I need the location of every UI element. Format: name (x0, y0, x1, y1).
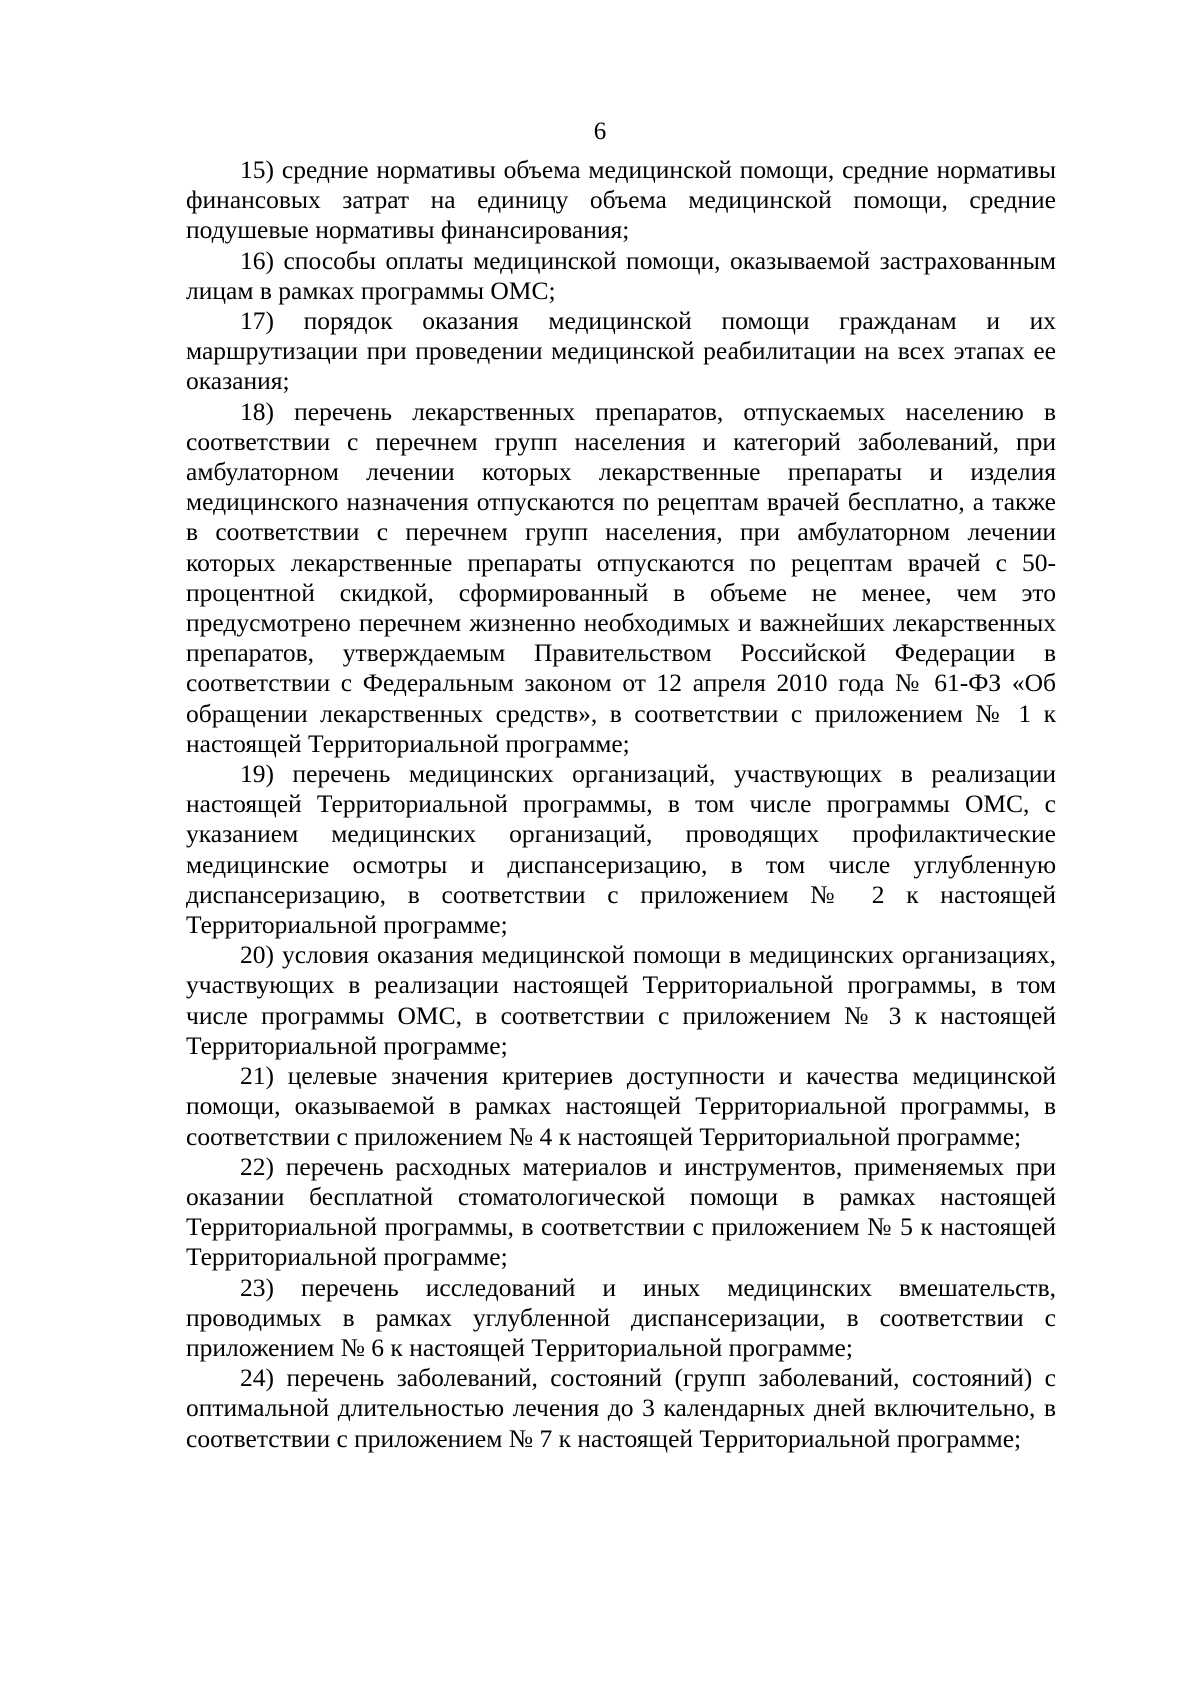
list-item-21: 21) целевые значения критериев доступности и качества медицинской помощи, оказываемой в рамках настоящей Территориальной программы, в соответствии с приложением № 4 к настоящей Территориальной программе; (186, 1061, 1056, 1151)
list-item-20: 20) условия оказания медицинской помощи в медицинских организациях, участвующих в реализации настоящей Территориальной программы, в том числе программы ОМС, в соответствии с приложением № 3 к настоящей Территориальной программе; (186, 940, 1056, 1060)
list-item-23: 23) перечень исследований и иных медицинских вмешательств, проводимых в рамках углубленной диспансеризации, в соответствии с приложением № 6 к настоящей Территориальной программе; (186, 1272, 1056, 1362)
list-item-22: 22) перечень расходных материалов и инструментов, применяемых при оказании бесплатной стоматологической помощи в рамках настоящей Территориальной программы, в соответствии с приложением № 5 к настоящей Территориальной программе; (186, 1151, 1056, 1272)
list-item-24: 24) перечень заболеваний, состояний (групп заболеваний, состояний) с оптимальной длительностью лечения до 3 календарных дней включительно, в соответствии с приложением № 7 к настоящей Территориальной программе; (186, 1363, 1056, 1453)
document-body (186, 155, 1056, 1454)
list-item-16: 16) способы оплаты медицинской помощи, оказываемой застрахованным лицам в рамках программы ОМС; (186, 245, 1056, 305)
list-item-15: 15) средние нормативы объема медицинской помощи, средние нормативы финансовых затрат на единицу объема медицинской помощи, средние подушевые нормативы финансирования; (186, 155, 1056, 245)
page-number: 6 (593, 118, 607, 145)
list-item-18: 18) перечень лекарственных препаратов, отпускаемых населению в соответствии с перечнем групп населения и категорий заболеваний, при амбулаторном лечении которых лекарственные препараты и изделия медицинского назначения отпускаются по рецептам врачей бесплатно, а также в соответствии с перечнем групп населения, при амбулаторном лечении которых лекарственные препараты отпускаются по рецептам врачей с 50-процентной скидкой, сформированный в объеме не менее, чем это предусмотрено перечнем жизненно необходимых и важнейших лекарственных препаратов, утверждаемым Правительством Российской Федерации в соответствии с Федеральным законом от 12 апреля 2010 года № 61-ФЗ «Об обращении лекарственных средств», в соответствии с приложением № 1 к настоящей Территориальной программе; (186, 396, 1056, 758)
list-item-17: 17) порядок оказания медицинской помощи гражданам и их маршрутизации при проведении медицинской реабилитации на всех этапах ее оказания; (186, 306, 1056, 396)
list-item-19: 19) перечень медицинских организаций, участвующих в реализации настоящей Территориальной программы, в том числе программы ОМС, с указанием медицинских организаций, проводящих профилактические медицинские осмотры и диспансеризацию, в том числе углубленную диспансеризацию, в соответствии с приложением № 2 к настоящей Территориальной программе; (186, 759, 1056, 940)
